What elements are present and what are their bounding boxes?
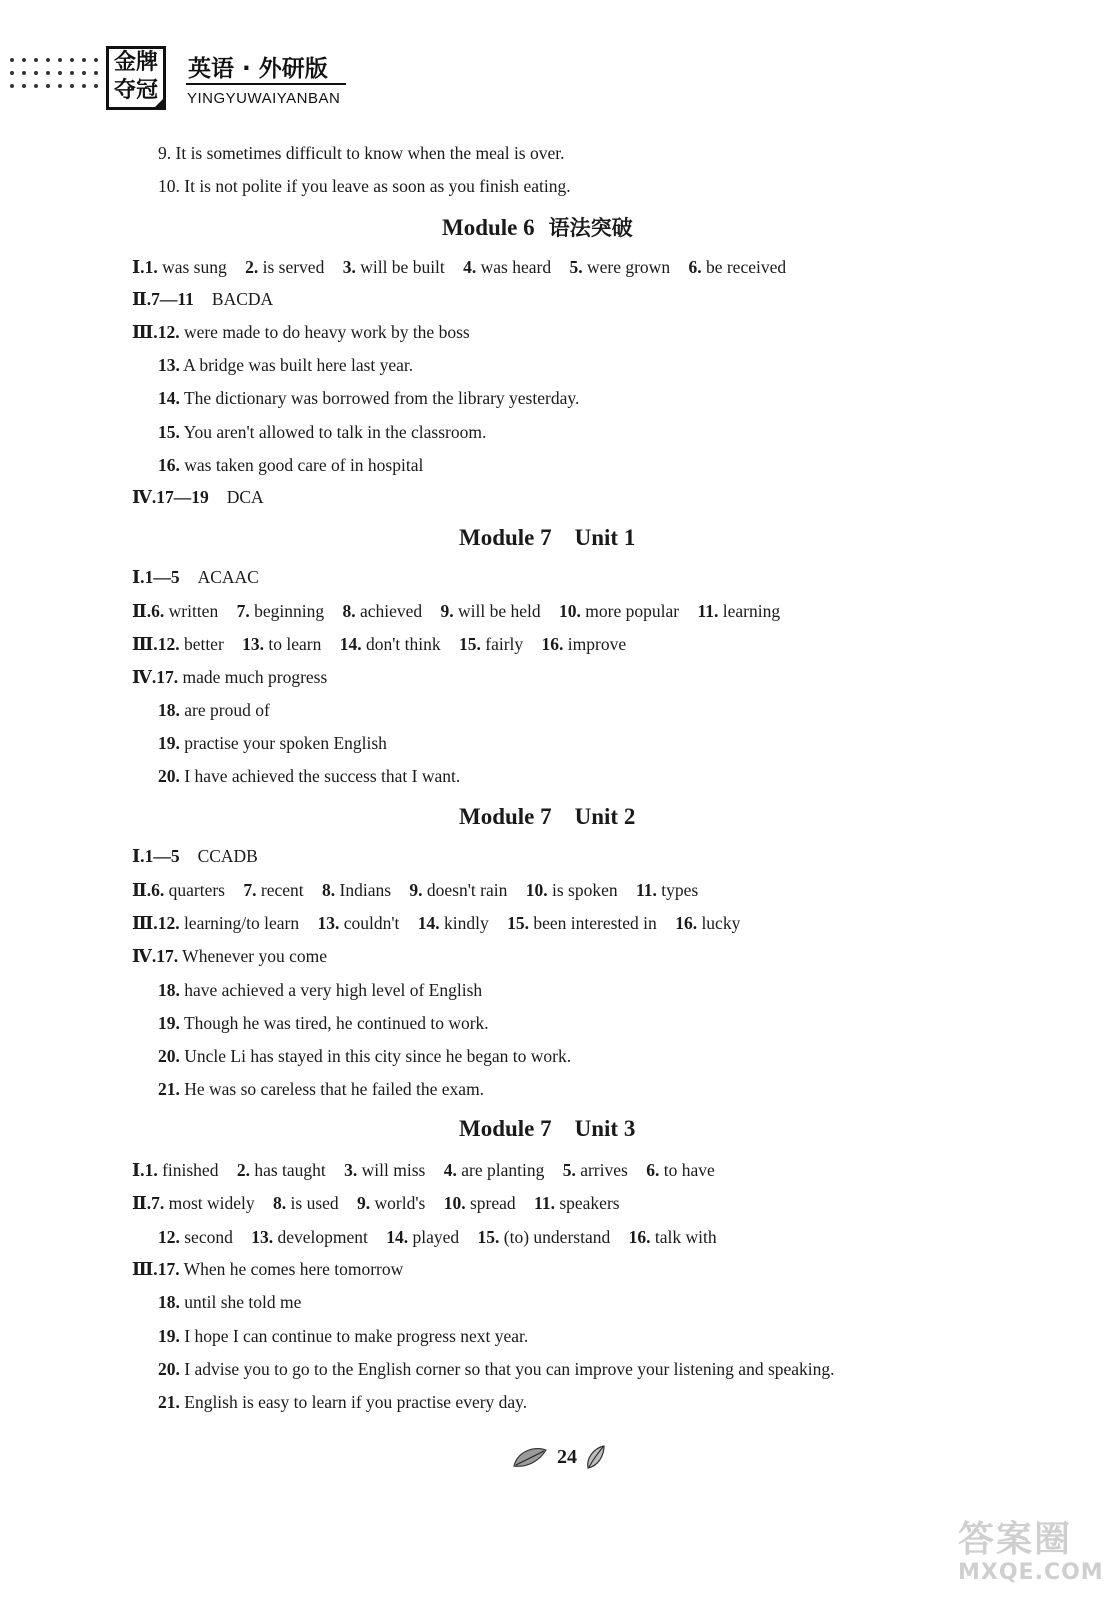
q-num: 18. (158, 700, 180, 720)
answer-text: spread (469, 1193, 516, 1213)
q-num: 17. (156, 667, 179, 687)
section-heading-module6 (442, 212, 633, 242)
q-num: 3. (342, 257, 356, 277)
q-range: 17—19 (156, 487, 209, 507)
answer-text: DCA (226, 487, 264, 507)
answer-text: to have (663, 1160, 715, 1180)
answer-text: CCADB (197, 846, 258, 866)
answer-text: practise your spoken English (184, 733, 387, 753)
answer-row-m7u1-4 (132, 666, 327, 688)
q-num: 5. (562, 1160, 576, 1180)
answer-line (158, 354, 413, 376)
page-number: 24 (557, 1446, 577, 1468)
answer-text: When he comes here tomorrow (183, 1259, 404, 1279)
q-num: 7. (151, 1193, 165, 1213)
roman-numeral: Ⅲ. (132, 1259, 158, 1279)
answer-line (158, 979, 482, 1001)
answer-text: don't think (366, 634, 441, 654)
decorative-dots (10, 58, 98, 97)
series-pinyin: YINGYUWAIYANBAN (187, 90, 341, 107)
q-num: 17. (156, 946, 179, 966)
answer-text: lucky (701, 913, 741, 933)
answer-row-m7u1-3 (132, 633, 626, 655)
answer-row-m6-4 (132, 486, 264, 508)
answer-text: are proud of (184, 700, 270, 720)
answer-text: A bridge was built here last year. (183, 355, 414, 375)
q-num: 19. (158, 733, 180, 753)
q-num: 15. (477, 1227, 500, 1247)
answer-text: be received (705, 257, 787, 277)
q-num: 16. (158, 455, 180, 475)
answer-text: Though he was tired, he continued to work. (183, 1013, 489, 1033)
answer-text: most widely (168, 1193, 255, 1213)
q-range: 7—11 (151, 289, 194, 309)
q-num: 14. (158, 388, 180, 408)
answer-row-m7u2-4 (132, 945, 327, 967)
roman-numeral: Ⅲ. (132, 322, 158, 342)
roman-numeral: Ⅰ. (132, 846, 145, 866)
roman-numeral: Ⅱ. (132, 601, 152, 621)
q-num: 17. (157, 1259, 180, 1279)
q-num: 18. (158, 980, 180, 1000)
answer-text: to learn (268, 634, 322, 654)
answer-line (158, 765, 460, 787)
q-num: 7. (243, 880, 257, 900)
q-num: 10. (559, 601, 581, 621)
answer-text: types (661, 880, 699, 900)
q-num: 13. (317, 913, 340, 933)
q-num: 1. (144, 1160, 158, 1180)
q-num: 1. (144, 257, 158, 277)
watermark-line2: MXQE.COM (958, 1560, 1104, 1585)
answer-text: learning/to learn (183, 913, 300, 933)
q-num: 8. (342, 601, 356, 621)
q-num: 13. (242, 634, 265, 654)
q-num: 20. (158, 766, 180, 786)
answer-text: You aren't allowed to talk in the classroom. (183, 422, 487, 442)
answer-text: The dictionary was borrowed from the library yesterday. (183, 388, 580, 408)
roman-numeral: Ⅱ. (132, 289, 152, 309)
q-num: 2. (245, 257, 259, 277)
leaf-right-icon (584, 1444, 606, 1470)
answer-text: were grown (586, 257, 671, 277)
answer-line (158, 175, 571, 197)
q-num: 16. (541, 634, 564, 654)
q-num: 10. (443, 1193, 466, 1213)
answer-text: talk with (654, 1227, 717, 1247)
answer-text: is spoken (551, 880, 618, 900)
q-num: 21. (158, 1392, 180, 1412)
answer-row-m7u2-2 (132, 879, 698, 901)
answer-line (158, 1078, 484, 1100)
series-title: 英语 · 外研版 (188, 56, 328, 82)
answer-line (158, 1358, 835, 1380)
answer-line (158, 699, 270, 721)
answer-text: better (183, 634, 224, 654)
answer-text: written (168, 601, 219, 621)
answer-text: will be held (458, 601, 541, 621)
answer-row-m7u1-2 (132, 600, 780, 622)
answer-row-m7u3-1 (132, 1159, 715, 1181)
answer-line (158, 1045, 571, 1067)
answer-text: speakers (559, 1193, 620, 1213)
answer-text: are planting (461, 1160, 545, 1180)
q-num: 14. (386, 1227, 409, 1247)
answer-row-m6-3 (132, 321, 470, 343)
answer-row-m7u2-3 (132, 912, 740, 934)
answer-text: world's (374, 1193, 426, 1213)
answer-text: was taken good care of in hospital (184, 455, 424, 475)
watermark (958, 1519, 1104, 1592)
q-num: 5. (569, 257, 583, 277)
answer-text: will miss (361, 1160, 426, 1180)
roman-numeral: Ⅱ. (132, 1193, 152, 1213)
answer-line (158, 1325, 528, 1347)
q-num: 4. (463, 257, 477, 277)
brand-logo (106, 46, 166, 110)
page-header (0, 0, 1107, 120)
answer-text: achieved (359, 601, 423, 621)
q-num: 11. (697, 601, 719, 621)
answer-text: I have achieved the success that I want. (184, 766, 461, 786)
q-num: 20. (158, 1046, 180, 1066)
q-num: 2. (236, 1160, 250, 1180)
q-num: 13. (158, 355, 180, 375)
answer-text: have achieved a very high level of English (184, 980, 483, 1000)
leaf-left-icon (512, 1444, 548, 1470)
q-num: 7. (236, 601, 250, 621)
answer-row-m7u1-1 (132, 566, 259, 588)
q-num: 3. (344, 1160, 358, 1180)
roman-numeral: Ⅳ. (132, 667, 157, 687)
answer-text: fairly (485, 634, 524, 654)
answer-row-m6-2 (132, 288, 273, 310)
q-num: 12. (157, 322, 180, 342)
q-num: 16. (675, 913, 698, 933)
logo-line1: 金牌 (113, 50, 158, 75)
answer-line (158, 421, 486, 443)
answer-line (158, 1291, 301, 1313)
header-divider (186, 83, 346, 85)
answer-row-m7u2-1 (132, 845, 258, 867)
q-num: 14. (339, 634, 362, 654)
q-num: 16. (628, 1227, 651, 1247)
answer-row-m7u3-2a (132, 1192, 620, 1214)
q-num: 18. (158, 1292, 180, 1312)
answer-line (158, 387, 579, 409)
answer-text: recent (260, 880, 304, 900)
roman-numeral: Ⅰ. (132, 257, 145, 277)
answer-row-m7u3-2b (158, 1226, 717, 1248)
answer-text: second (184, 1227, 233, 1247)
answer-text: been interested in (533, 913, 657, 933)
roman-numeral: Ⅲ. (132, 634, 158, 654)
answer-text: Uncle Li has stayed in this city since he began to work. (184, 1046, 572, 1066)
q-num: 13. (251, 1227, 274, 1247)
section-heading-m7-unit3: Module 7 Unit 3 (459, 1116, 636, 1141)
q-num: 8. (273, 1193, 287, 1213)
q-range: 1—5 (144, 846, 180, 866)
q-num: 15. (459, 634, 481, 654)
q-num: 12. (157, 913, 180, 933)
answer-text: I advise you to go to the English corner so that you can improve your listening and speaking. (184, 1359, 835, 1379)
answer-line (158, 1391, 527, 1413)
answer-line (158, 142, 565, 164)
answer-text: beginning (254, 601, 325, 621)
q-num: 15. (158, 422, 180, 442)
answer-text: (to) understand (503, 1227, 611, 1247)
answer-text: has taught (254, 1160, 326, 1180)
answer-row-m7u3-3 (132, 1258, 403, 1280)
roman-numeral: Ⅰ. (132, 567, 145, 587)
answer-text: until she told me (184, 1292, 302, 1312)
answer-text: English is easy to learn if you practise every day. (184, 1392, 528, 1412)
q-num: 9. (357, 1193, 371, 1213)
answer-text: was heard (480, 257, 552, 277)
q-num: 8. (322, 880, 336, 900)
q-num: 6. (151, 880, 165, 900)
q-num: 9. (409, 880, 423, 900)
q-num: 11. (635, 880, 657, 900)
answer-text: was sung (162, 257, 227, 277)
answer-text: Indians (339, 880, 392, 900)
answer-text: 10. It is not polite if you leave as soon as you finish eating. (158, 176, 571, 196)
q-num: 9. (440, 601, 454, 621)
roman-numeral: Ⅳ. (132, 946, 157, 966)
section-heading-m7-unit2: Module 7 Unit 2 (459, 804, 636, 829)
roman-numeral: Ⅳ. (132, 487, 157, 507)
watermark-line1: 答案圈 (958, 1519, 1073, 1560)
section-heading-m7-unit1: Module 7 Unit 1 (459, 525, 636, 550)
answer-text: He was so careless that he failed the exam. (184, 1079, 485, 1099)
answer-text: played (412, 1227, 460, 1247)
roman-numeral: Ⅲ. (132, 913, 158, 933)
q-num: 15. (507, 913, 529, 933)
q-num: 12. (157, 634, 180, 654)
answer-text: development (277, 1227, 368, 1247)
answer-line (158, 1012, 489, 1034)
answer-text: Whenever you come (182, 946, 327, 966)
answer-text: ACAAC (197, 567, 259, 587)
roman-numeral: Ⅰ. (132, 1160, 145, 1180)
answer-text: BACDA (211, 289, 274, 309)
q-num: 10. (525, 880, 548, 900)
answer-text: kindly (444, 913, 489, 933)
q-num: 6. (151, 601, 165, 621)
answer-line (158, 454, 423, 476)
answer-text: quarters (168, 880, 225, 900)
answer-text: is used (290, 1193, 339, 1213)
q-num: 11. (534, 1193, 555, 1213)
answer-text: made much progress (182, 667, 328, 687)
answer-text: couldn't (343, 913, 400, 933)
heading-text: Module 6 (442, 215, 535, 240)
q-num: 12. (158, 1227, 180, 1247)
answer-text: is served (262, 257, 325, 277)
q-num: 19. (158, 1326, 180, 1346)
answer-text: more popular (585, 601, 680, 621)
q-num: 21. (158, 1079, 180, 1099)
answer-text: 9. It is sometimes difficult to know when the meal is over. (158, 143, 565, 163)
answer-text: were made to do heavy work by the boss (183, 322, 470, 342)
answer-row-m6-1 (132, 256, 786, 278)
q-num: 14. (417, 913, 440, 933)
q-num: 20. (158, 1359, 180, 1379)
q-num: 4. (443, 1160, 457, 1180)
answer-line (158, 732, 387, 754)
q-range: 1—5 (144, 567, 180, 587)
answer-text: finished (162, 1160, 219, 1180)
answer-text: doesn't rain (426, 880, 508, 900)
q-num: 19. (158, 1013, 180, 1033)
answer-text: will be built (360, 257, 445, 277)
roman-numeral: Ⅱ. (132, 880, 152, 900)
logo-line2: 夺冠 (113, 78, 158, 103)
answer-text: I hope I can continue to make progress next year. (184, 1326, 529, 1346)
answer-text: improve (567, 634, 627, 654)
answer-text: learning (722, 601, 781, 621)
q-num: 6. (688, 257, 702, 277)
heading-cn: 语法突破 (548, 216, 633, 240)
answer-text: arrives (580, 1160, 628, 1180)
q-num: 6. (646, 1160, 660, 1180)
